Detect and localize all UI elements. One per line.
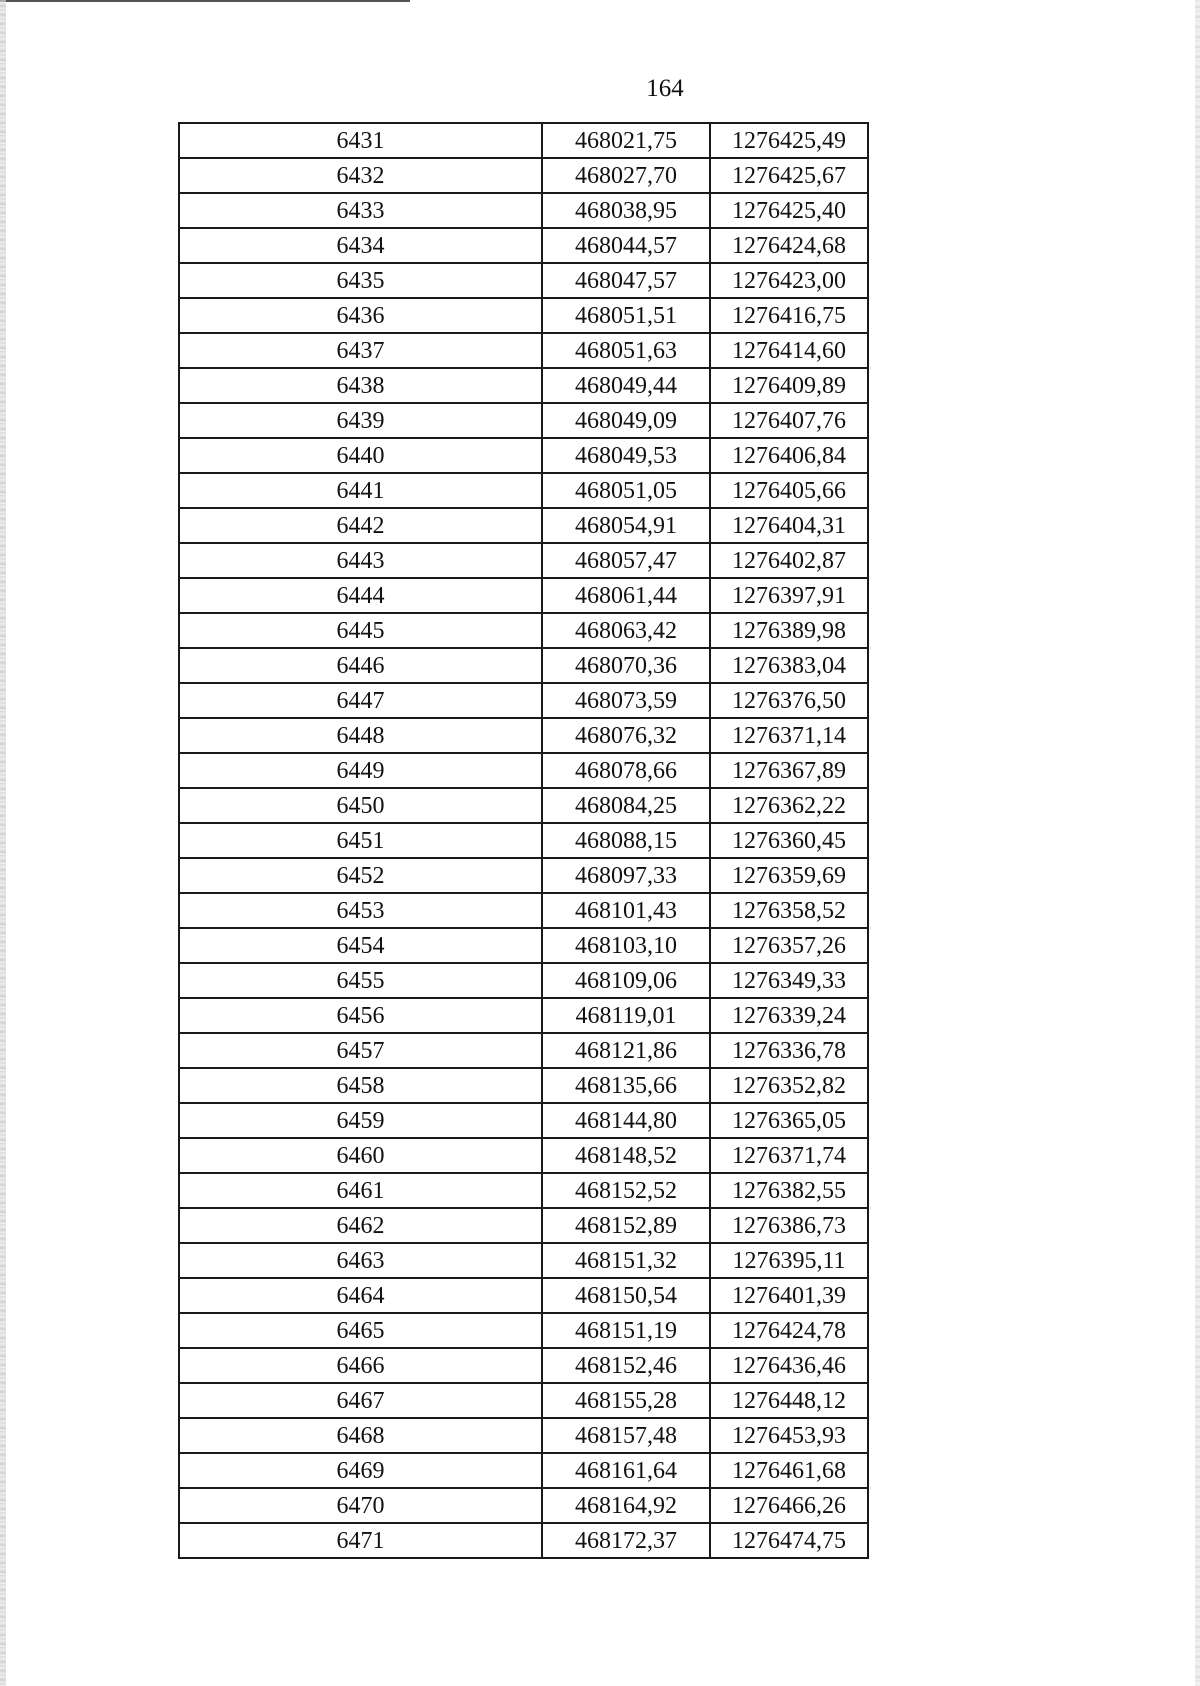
point-number-cell: 6469 xyxy=(179,1453,542,1488)
table-row xyxy=(179,1313,868,1348)
y-coordinate-cell: 1276424,78 xyxy=(710,1313,868,1348)
coordinates-table xyxy=(178,122,869,1559)
y-coordinate-cell: 1276409,89 xyxy=(710,368,868,403)
table-row xyxy=(179,753,868,788)
point-number-cell: 6450 xyxy=(179,788,542,823)
point-number-cell: 6455 xyxy=(179,963,542,998)
x-coordinate-cell: 468148,52 xyxy=(542,1138,710,1173)
table-row xyxy=(179,1243,868,1278)
y-coordinate-cell: 1276423,00 xyxy=(710,263,868,298)
table-row xyxy=(179,1173,868,1208)
y-coordinate-cell: 1276448,12 xyxy=(710,1383,868,1418)
x-coordinate-cell: 468051,51 xyxy=(542,298,710,333)
table-row xyxy=(179,1278,868,1313)
table-row xyxy=(179,1348,868,1383)
x-coordinate-cell: 468152,89 xyxy=(542,1208,710,1243)
y-coordinate-cell: 1276359,69 xyxy=(710,858,868,893)
table-row xyxy=(179,508,868,543)
x-coordinate-cell: 468101,43 xyxy=(542,893,710,928)
table-row xyxy=(179,1208,868,1243)
point-number-cell: 6466 xyxy=(179,1348,542,1383)
point-number-cell: 6439 xyxy=(179,403,542,438)
x-coordinate-cell: 468073,59 xyxy=(542,683,710,718)
x-coordinate-cell: 468151,19 xyxy=(542,1313,710,1348)
point-number-cell: 6465 xyxy=(179,1313,542,1348)
point-number-cell: 6434 xyxy=(179,228,542,263)
y-coordinate-cell: 1276395,11 xyxy=(710,1243,868,1278)
x-coordinate-cell: 468152,46 xyxy=(542,1348,710,1383)
table-row xyxy=(179,998,868,1033)
table-row xyxy=(179,683,868,718)
y-coordinate-cell: 1276386,73 xyxy=(710,1208,868,1243)
y-coordinate-cell: 1276474,75 xyxy=(710,1523,868,1558)
y-coordinate-cell: 1276371,74 xyxy=(710,1138,868,1173)
table-row xyxy=(179,613,868,648)
point-number-cell: 6442 xyxy=(179,508,542,543)
y-coordinate-cell: 1276397,91 xyxy=(710,578,868,613)
y-coordinate-cell: 1276383,04 xyxy=(710,648,868,683)
table-row xyxy=(179,543,868,578)
x-coordinate-cell: 468157,48 xyxy=(542,1418,710,1453)
point-number-cell: 6435 xyxy=(179,263,542,298)
x-coordinate-cell: 468044,57 xyxy=(542,228,710,263)
point-number-cell: 6464 xyxy=(179,1278,542,1313)
table-row xyxy=(179,718,868,753)
point-number-cell: 6444 xyxy=(179,578,542,613)
x-coordinate-cell: 468161,64 xyxy=(542,1453,710,1488)
y-coordinate-cell: 1276389,98 xyxy=(710,613,868,648)
point-number-cell: 6467 xyxy=(179,1383,542,1418)
x-coordinate-cell: 468051,05 xyxy=(542,473,710,508)
y-coordinate-cell: 1276362,22 xyxy=(710,788,868,823)
table-row xyxy=(179,263,868,298)
point-number-cell: 6463 xyxy=(179,1243,542,1278)
y-coordinate-cell: 1276401,39 xyxy=(710,1278,868,1313)
point-number-cell: 6468 xyxy=(179,1418,542,1453)
y-coordinate-cell: 1276352,82 xyxy=(710,1068,868,1103)
y-coordinate-cell: 1276425,49 xyxy=(710,123,868,158)
point-number-cell: 6447 xyxy=(179,683,542,718)
point-number-cell: 6457 xyxy=(179,1033,542,1068)
y-coordinate-cell: 1276466,26 xyxy=(710,1488,868,1523)
table-row xyxy=(179,893,868,928)
y-coordinate-cell: 1276371,14 xyxy=(710,718,868,753)
point-number-cell: 6459 xyxy=(179,1103,542,1138)
point-number-cell: 6470 xyxy=(179,1488,542,1523)
y-coordinate-cell: 1276461,68 xyxy=(710,1453,868,1488)
y-coordinate-cell: 1276424,68 xyxy=(710,228,868,263)
x-coordinate-cell: 468054,91 xyxy=(542,508,710,543)
x-coordinate-cell: 468061,44 xyxy=(542,578,710,613)
x-coordinate-cell: 468078,66 xyxy=(542,753,710,788)
table-row xyxy=(179,403,868,438)
x-coordinate-cell: 468135,66 xyxy=(542,1068,710,1103)
table-row xyxy=(179,578,868,613)
point-number-cell: 6438 xyxy=(179,368,542,403)
x-coordinate-cell: 468047,57 xyxy=(542,263,710,298)
table-row xyxy=(179,1453,868,1488)
table-row xyxy=(179,1138,868,1173)
point-number-cell: 6461 xyxy=(179,1173,542,1208)
y-coordinate-cell: 1276339,24 xyxy=(710,998,868,1033)
point-number-cell: 6436 xyxy=(179,298,542,333)
point-number-cell: 6432 xyxy=(179,158,542,193)
table-row xyxy=(179,858,868,893)
y-coordinate-cell: 1276349,33 xyxy=(710,963,868,998)
x-coordinate-cell: 468049,09 xyxy=(542,403,710,438)
point-number-cell: 6462 xyxy=(179,1208,542,1243)
point-number-cell: 6437 xyxy=(179,333,542,368)
y-coordinate-cell: 1276425,67 xyxy=(710,158,868,193)
y-coordinate-cell: 1276405,66 xyxy=(710,473,868,508)
point-number-cell: 6446 xyxy=(179,648,542,683)
point-number-cell: 6445 xyxy=(179,613,542,648)
x-coordinate-cell: 468119,01 xyxy=(542,998,710,1033)
table-row xyxy=(179,1418,868,1453)
table-row xyxy=(179,1103,868,1138)
point-number-cell: 6456 xyxy=(179,998,542,1033)
scan-edge-top xyxy=(0,0,410,2)
scan-edge-left xyxy=(0,0,6,1686)
y-coordinate-cell: 1276406,84 xyxy=(710,438,868,473)
x-coordinate-cell: 468151,32 xyxy=(542,1243,710,1278)
y-coordinate-cell: 1276367,89 xyxy=(710,753,868,788)
table-row xyxy=(179,368,868,403)
point-number-cell: 6451 xyxy=(179,823,542,858)
x-coordinate-cell: 468097,33 xyxy=(542,858,710,893)
point-number-cell: 6453 xyxy=(179,893,542,928)
x-coordinate-cell: 468021,75 xyxy=(542,123,710,158)
y-coordinate-cell: 1276376,50 xyxy=(710,683,868,718)
x-coordinate-cell: 468109,06 xyxy=(542,963,710,998)
table-row xyxy=(179,928,868,963)
table-row xyxy=(179,823,868,858)
x-coordinate-cell: 468121,86 xyxy=(542,1033,710,1068)
point-number-cell: 6441 xyxy=(179,473,542,508)
x-coordinate-cell: 468027,70 xyxy=(542,158,710,193)
x-coordinate-cell: 468152,52 xyxy=(542,1173,710,1208)
point-number-cell: 6454 xyxy=(179,928,542,963)
scan-edge-right xyxy=(1195,0,1200,1686)
x-coordinate-cell: 468164,92 xyxy=(542,1488,710,1523)
y-coordinate-cell: 1276402,87 xyxy=(710,543,868,578)
table-row xyxy=(179,1383,868,1418)
point-number-cell: 6460 xyxy=(179,1138,542,1173)
y-coordinate-cell: 1276404,31 xyxy=(710,508,868,543)
x-coordinate-cell: 468076,32 xyxy=(542,718,710,753)
coordinates-table-body xyxy=(179,123,868,1558)
point-number-cell: 6458 xyxy=(179,1068,542,1103)
y-coordinate-cell: 1276365,05 xyxy=(710,1103,868,1138)
point-number-cell: 6449 xyxy=(179,753,542,788)
y-coordinate-cell: 1276382,55 xyxy=(710,1173,868,1208)
y-coordinate-cell: 1276416,75 xyxy=(710,298,868,333)
x-coordinate-cell: 468063,42 xyxy=(542,613,710,648)
table-row xyxy=(179,1068,868,1103)
page-number: 164 xyxy=(646,75,684,102)
table-row xyxy=(179,333,868,368)
y-coordinate-cell: 1276425,40 xyxy=(710,193,868,228)
x-coordinate-cell: 468088,15 xyxy=(542,823,710,858)
x-coordinate-cell: 468049,53 xyxy=(542,438,710,473)
y-coordinate-cell: 1276360,45 xyxy=(710,823,868,858)
y-coordinate-cell: 1276436,46 xyxy=(710,1348,868,1383)
table-row xyxy=(179,963,868,998)
point-number-cell: 6440 xyxy=(179,438,542,473)
x-coordinate-cell: 468172,37 xyxy=(542,1523,710,1558)
point-number-cell: 6433 xyxy=(179,193,542,228)
point-number-cell: 6448 xyxy=(179,718,542,753)
x-coordinate-cell: 468084,25 xyxy=(542,788,710,823)
table-row xyxy=(179,788,868,823)
x-coordinate-cell: 468155,28 xyxy=(542,1383,710,1418)
y-coordinate-cell: 1276407,76 xyxy=(710,403,868,438)
x-coordinate-cell: 468070,36 xyxy=(542,648,710,683)
x-coordinate-cell: 468049,44 xyxy=(542,368,710,403)
point-number-cell: 6452 xyxy=(179,858,542,893)
table-row xyxy=(179,1523,868,1558)
y-coordinate-cell: 1276336,78 xyxy=(710,1033,868,1068)
table-row xyxy=(179,158,868,193)
x-coordinate-cell: 468038,95 xyxy=(542,193,710,228)
point-number-cell: 6471 xyxy=(179,1523,542,1558)
table-row xyxy=(179,473,868,508)
table-row xyxy=(179,1033,868,1068)
x-coordinate-cell: 468057,47 xyxy=(542,543,710,578)
table-row xyxy=(179,648,868,683)
x-coordinate-cell: 468103,10 xyxy=(542,928,710,963)
table-row xyxy=(179,228,868,263)
y-coordinate-cell: 1276358,52 xyxy=(710,893,868,928)
x-coordinate-cell: 468051,63 xyxy=(542,333,710,368)
y-coordinate-cell: 1276357,26 xyxy=(710,928,868,963)
y-coordinate-cell: 1276453,93 xyxy=(710,1418,868,1453)
table-row xyxy=(179,123,868,158)
point-number-cell: 6431 xyxy=(179,123,542,158)
x-coordinate-cell: 468144,80 xyxy=(542,1103,710,1138)
table-row xyxy=(179,438,868,473)
y-coordinate-cell: 1276414,60 xyxy=(710,333,868,368)
table-row xyxy=(179,1488,868,1523)
table-row xyxy=(179,193,868,228)
x-coordinate-cell: 468150,54 xyxy=(542,1278,710,1313)
table-row xyxy=(179,298,868,333)
point-number-cell: 6443 xyxy=(179,543,542,578)
